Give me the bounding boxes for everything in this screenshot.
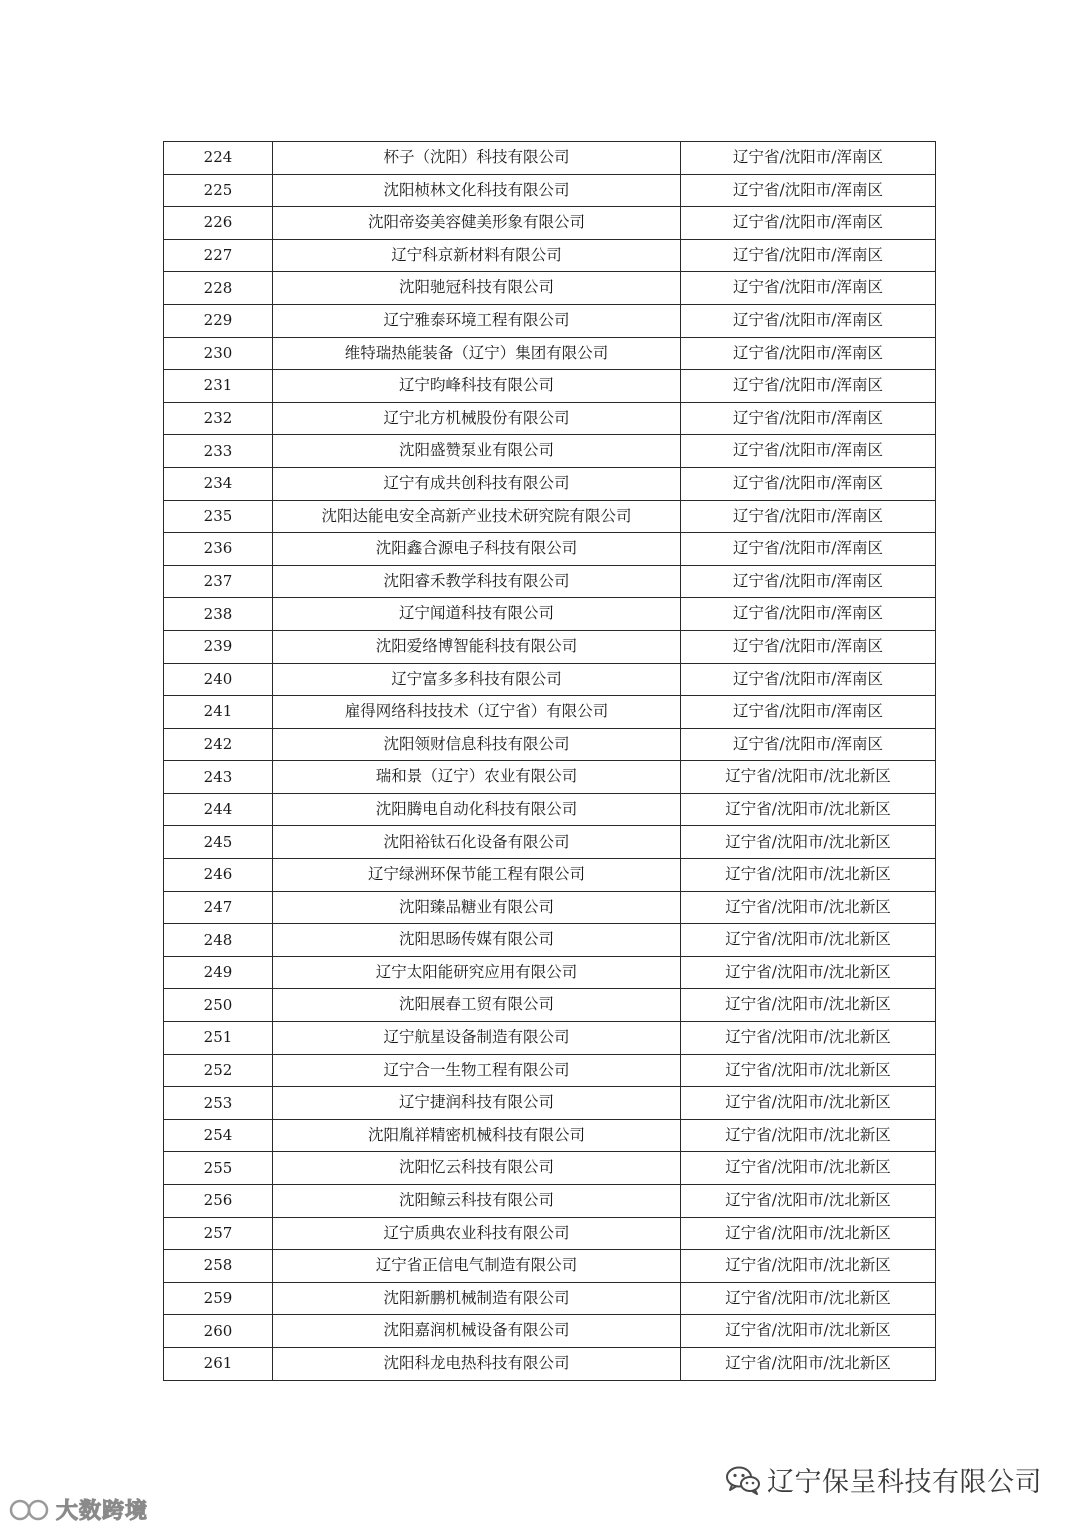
region-cell: 辽宁省/沈阳市/沈北新区 bbox=[681, 761, 936, 794]
table-row bbox=[164, 859, 936, 892]
region-cell: 辽宁省/沈阳市/浑南区 bbox=[681, 696, 936, 729]
row-number-cell: 245 bbox=[164, 826, 273, 859]
table-row bbox=[164, 793, 936, 826]
row-number-cell: 230 bbox=[164, 337, 273, 370]
row-number-cell: 233 bbox=[164, 435, 273, 468]
table-row bbox=[164, 500, 936, 533]
table-row bbox=[164, 598, 936, 631]
region-cell: 辽宁省/沈阳市/浑南区 bbox=[681, 533, 936, 566]
table-row bbox=[164, 370, 936, 403]
watermark-text: 辽宁保呈科技有限公司 bbox=[767, 1467, 1042, 1498]
table-row bbox=[164, 630, 936, 663]
row-number-cell: 248 bbox=[164, 924, 273, 957]
region-cell: 辽宁省/沈阳市/浑南区 bbox=[681, 207, 936, 240]
table-row bbox=[164, 1347, 936, 1380]
row-number-cell: 250 bbox=[164, 989, 273, 1022]
region-cell: 辽宁省/沈阳市/沈北新区 bbox=[681, 1347, 936, 1380]
company-name-cell: 辽宁太阳能研究应用有限公司 bbox=[273, 956, 681, 989]
company-name-cell: 沈阳腾电自动化科技有限公司 bbox=[273, 793, 681, 826]
company-name-cell: 沈阳驰冠科技有限公司 bbox=[273, 272, 681, 305]
row-number-cell: 243 bbox=[164, 761, 273, 794]
row-number-cell: 254 bbox=[164, 1119, 273, 1152]
row-number-cell: 247 bbox=[164, 891, 273, 924]
region-cell: 辽宁省/沈阳市/沈北新区 bbox=[681, 1087, 936, 1120]
table-row bbox=[164, 663, 936, 696]
table-row bbox=[164, 696, 936, 729]
region-cell: 辽宁省/沈阳市/沈北新区 bbox=[681, 1250, 936, 1283]
table-row bbox=[164, 1217, 936, 1250]
company-name-cell: 瑞和景（辽宁）农业有限公司 bbox=[273, 761, 681, 794]
row-number-cell: 240 bbox=[164, 663, 273, 696]
company-name-cell: 雇得网络科技技术（辽宁省）有限公司 bbox=[273, 696, 681, 729]
table-row bbox=[164, 891, 936, 924]
region-cell: 辽宁省/沈阳市/沈北新区 bbox=[681, 1315, 936, 1348]
company-name-cell: 沈阳胤祥精密机械科技有限公司 bbox=[273, 1119, 681, 1152]
table-row bbox=[164, 402, 936, 435]
region-cell: 辽宁省/沈阳市/沈北新区 bbox=[681, 793, 936, 826]
region-cell: 辽宁省/沈阳市/浑南区 bbox=[681, 239, 936, 272]
row-number-cell: 237 bbox=[164, 565, 273, 598]
region-cell: 辽宁省/沈阳市/浑南区 bbox=[681, 174, 936, 207]
company-name-cell: 沈阳臻品糖业有限公司 bbox=[273, 891, 681, 924]
corner-watermark bbox=[8, 1494, 148, 1525]
row-number-cell: 244 bbox=[164, 793, 273, 826]
company-name-cell: 维特瑞热能装备（辽宁）集团有限公司 bbox=[273, 337, 681, 370]
row-number-cell: 246 bbox=[164, 859, 273, 892]
company-name-cell: 沈阳思旸传媒有限公司 bbox=[273, 924, 681, 957]
row-number-cell: 258 bbox=[164, 1250, 273, 1283]
cc-logo-icon bbox=[8, 1498, 52, 1522]
table-row bbox=[164, 826, 936, 859]
company-name-cell: 辽宁捷润科技有限公司 bbox=[273, 1087, 681, 1120]
company-name-cell: 沈阳裕钛石化设备有限公司 bbox=[273, 826, 681, 859]
region-cell: 辽宁省/沈阳市/沈北新区 bbox=[681, 1185, 936, 1218]
region-cell: 辽宁省/沈阳市/沈北新区 bbox=[681, 1217, 936, 1250]
row-number-cell: 252 bbox=[164, 1054, 273, 1087]
company-name-cell: 辽宁富多多科技有限公司 bbox=[273, 663, 681, 696]
company-name-cell: 辽宁质典农业科技有限公司 bbox=[273, 1217, 681, 1250]
table-row bbox=[164, 1022, 936, 1055]
company-name-cell: 沈阳桢林文化科技有限公司 bbox=[273, 174, 681, 207]
row-number-cell: 239 bbox=[164, 630, 273, 663]
company-name-cell: 辽宁有成共创科技有限公司 bbox=[273, 467, 681, 500]
company-name-cell: 辽宁绿洲环保节能工程有限公司 bbox=[273, 859, 681, 892]
region-cell: 辽宁省/沈阳市/浑南区 bbox=[681, 630, 936, 663]
table-row bbox=[164, 989, 936, 1022]
region-cell: 辽宁省/沈阳市/沈北新区 bbox=[681, 1054, 936, 1087]
row-number-cell: 257 bbox=[164, 1217, 273, 1250]
company-name-cell: 辽宁雅泰环境工程有限公司 bbox=[273, 304, 681, 337]
row-number-cell: 235 bbox=[164, 500, 273, 533]
row-number-cell: 242 bbox=[164, 728, 273, 761]
row-number-cell: 251 bbox=[164, 1022, 273, 1055]
company-name-cell: 辽宁航星设备制造有限公司 bbox=[273, 1022, 681, 1055]
company-name-cell: 沈阳睿禾教学科技有限公司 bbox=[273, 565, 681, 598]
row-number-cell: 249 bbox=[164, 956, 273, 989]
table-row bbox=[164, 1250, 936, 1283]
company-name-cell: 沈阳科龙电热科技有限公司 bbox=[273, 1347, 681, 1380]
table-row bbox=[164, 142, 936, 175]
table-row bbox=[164, 1282, 936, 1315]
table-row bbox=[164, 1152, 936, 1185]
region-cell: 辽宁省/沈阳市/沈北新区 bbox=[681, 924, 936, 957]
company-name-cell: 沈阳达能电安全高新产业技术研究院有限公司 bbox=[273, 500, 681, 533]
row-number-cell: 260 bbox=[164, 1315, 273, 1348]
table-row bbox=[164, 956, 936, 989]
region-cell: 辽宁省/沈阳市/沈北新区 bbox=[681, 989, 936, 1022]
company-name-cell: 沈阳鑫合源电子科技有限公司 bbox=[273, 533, 681, 566]
row-number-cell: 256 bbox=[164, 1185, 273, 1218]
table-row bbox=[164, 924, 936, 957]
company-name-cell: 辽宁合一生物工程有限公司 bbox=[273, 1054, 681, 1087]
row-number-cell: 225 bbox=[164, 174, 273, 207]
row-number-cell: 255 bbox=[164, 1152, 273, 1185]
company-name-cell: 沈阳领财信息科技有限公司 bbox=[273, 728, 681, 761]
region-cell: 辽宁省/沈阳市/浑南区 bbox=[681, 142, 936, 175]
region-cell: 辽宁省/沈阳市/沈北新区 bbox=[681, 891, 936, 924]
table-row bbox=[164, 304, 936, 337]
row-number-cell: 236 bbox=[164, 533, 273, 566]
region-cell: 辽宁省/沈阳市/浑南区 bbox=[681, 304, 936, 337]
row-number-cell: 259 bbox=[164, 1282, 273, 1315]
region-cell: 辽宁省/沈阳市/浑南区 bbox=[681, 728, 936, 761]
row-number-cell: 261 bbox=[164, 1347, 273, 1380]
table-row bbox=[164, 761, 936, 794]
row-number-cell: 229 bbox=[164, 304, 273, 337]
table-body bbox=[164, 142, 936, 1381]
company-name-cell: 辽宁昀峰科技有限公司 bbox=[273, 370, 681, 403]
region-cell: 辽宁省/沈阳市/沈北新区 bbox=[681, 826, 936, 859]
company-name-cell: 沈阳爱络博智能科技有限公司 bbox=[273, 630, 681, 663]
wechat-icon bbox=[725, 1465, 761, 1495]
row-number-cell: 231 bbox=[164, 370, 273, 403]
table-row bbox=[164, 1087, 936, 1120]
table-row bbox=[164, 174, 936, 207]
company-name-cell: 沈阳盛赞泵业有限公司 bbox=[273, 435, 681, 468]
company-list-table bbox=[163, 141, 936, 1381]
table-row bbox=[164, 728, 936, 761]
row-number-cell: 241 bbox=[164, 696, 273, 729]
row-number-cell: 224 bbox=[164, 142, 273, 175]
company-name-cell: 沈阳新鹏机械制造有限公司 bbox=[273, 1282, 681, 1315]
region-cell: 辽宁省/沈阳市/浑南区 bbox=[681, 337, 936, 370]
row-number-cell: 234 bbox=[164, 467, 273, 500]
table-row bbox=[164, 565, 936, 598]
table-row bbox=[164, 1185, 936, 1218]
corner-watermark-text: 大数跨境 bbox=[56, 1499, 149, 1524]
company-name-cell: 杯子（沈阳）科技有限公司 bbox=[273, 142, 681, 175]
region-cell: 辽宁省/沈阳市/沈北新区 bbox=[681, 1282, 936, 1315]
table-row bbox=[164, 239, 936, 272]
region-cell: 辽宁省/沈阳市/浑南区 bbox=[681, 370, 936, 403]
region-cell: 辽宁省/沈阳市/浑南区 bbox=[681, 435, 936, 468]
table-row bbox=[164, 337, 936, 370]
company-name-cell: 沈阳鲸云科技有限公司 bbox=[273, 1185, 681, 1218]
region-cell: 辽宁省/沈阳市/浑南区 bbox=[681, 467, 936, 500]
company-name-cell: 辽宁北方机械股份有限公司 bbox=[273, 402, 681, 435]
region-cell: 辽宁省/沈阳市/浑南区 bbox=[681, 402, 936, 435]
region-cell: 辽宁省/沈阳市/沈北新区 bbox=[681, 1119, 936, 1152]
company-name-cell: 辽宁科京新材料有限公司 bbox=[273, 239, 681, 272]
row-number-cell: 232 bbox=[164, 402, 273, 435]
table-row bbox=[164, 1119, 936, 1152]
table-row bbox=[164, 467, 936, 500]
region-cell: 辽宁省/沈阳市/浑南区 bbox=[681, 500, 936, 533]
region-cell: 辽宁省/沈阳市/浑南区 bbox=[681, 598, 936, 631]
row-number-cell: 227 bbox=[164, 239, 273, 272]
region-cell: 辽宁省/沈阳市/浑南区 bbox=[681, 272, 936, 305]
region-cell: 辽宁省/沈阳市/浑南区 bbox=[681, 565, 936, 598]
table-row bbox=[164, 435, 936, 468]
company-name-cell: 辽宁省正信电气制造有限公司 bbox=[273, 1250, 681, 1283]
wechat-account-watermark bbox=[725, 1460, 1042, 1499]
region-cell: 辽宁省/沈阳市/沈北新区 bbox=[681, 1152, 936, 1185]
company-name-cell: 沈阳帝姿美容健美形象有限公司 bbox=[273, 207, 681, 240]
row-number-cell: 228 bbox=[164, 272, 273, 305]
region-cell: 辽宁省/沈阳市/沈北新区 bbox=[681, 1022, 936, 1055]
company-name-cell: 沈阳忆云科技有限公司 bbox=[273, 1152, 681, 1185]
region-cell: 辽宁省/沈阳市/沈北新区 bbox=[681, 859, 936, 892]
table-row bbox=[164, 533, 936, 566]
row-number-cell: 253 bbox=[164, 1087, 273, 1120]
table-row bbox=[164, 207, 936, 240]
table-row bbox=[164, 1315, 936, 1348]
table-row bbox=[164, 1054, 936, 1087]
row-number-cell: 238 bbox=[164, 598, 273, 631]
company-name-cell: 沈阳嘉润机械设备有限公司 bbox=[273, 1315, 681, 1348]
region-cell: 辽宁省/沈阳市/沈北新区 bbox=[681, 956, 936, 989]
company-name-cell: 辽宁闻道科技有限公司 bbox=[273, 598, 681, 631]
region-cell: 辽宁省/沈阳市/浑南区 bbox=[681, 663, 936, 696]
table-row bbox=[164, 272, 936, 305]
row-number-cell: 226 bbox=[164, 207, 273, 240]
company-name-cell: 沈阳展春工贸有限公司 bbox=[273, 989, 681, 1022]
